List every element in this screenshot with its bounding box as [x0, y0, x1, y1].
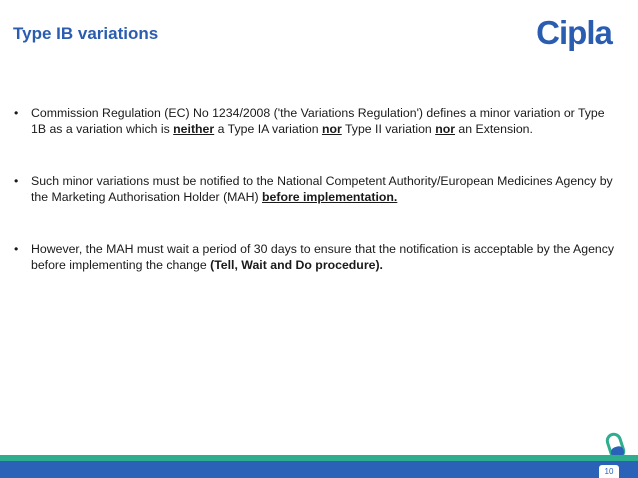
slide-title: Type IB variations — [13, 24, 159, 43]
bullet-1-text: Commission Regulation (EC) No 1234/2008 ('the Variations Regulation') defines a minor variation or Type 1B as a variation which is — [31, 106, 605, 136]
cipla-logo-text: Cipla — [536, 14, 612, 51]
bullet-item-2 — [13, 174, 623, 205]
page-number: 10 — [604, 467, 614, 476]
bullet-list — [13, 106, 623, 273]
footer-stripe-blue — [0, 461, 638, 478]
bullet-1-text-3: Type II variation — [341, 121, 436, 136]
bullet-3-text: However, the MAH must wait a period of 30 days to ensure that the notification is acceptable by the Agency before implementing the change — [31, 242, 615, 272]
bullet-1-text-2: a Type IA variation — [214, 121, 322, 136]
bullet-2-text: Such minor variations must be notified to the National Competent Authority/European Medicines Agency by the Marketing Authorisation Holder (MAH) — [31, 174, 613, 204]
emphasis-nor-2: nor — [435, 121, 455, 136]
cipla-logo — [529, 13, 619, 51]
bullet-1-text-4: an Extension. — [455, 121, 533, 136]
bullet-dot-icon: • — [14, 106, 19, 120]
bullet-dot-icon: • — [14, 242, 19, 256]
emphasis-nor-1: nor — [321, 121, 342, 136]
bullet-dot-icon: • — [14, 174, 19, 188]
bullet-item-1 — [13, 106, 623, 137]
emphasis-before-implementation: before implementation. — [262, 189, 398, 204]
emphasis-tell-wait-do: (Tell, Wait and Do procedure). — [210, 257, 383, 272]
bullet-item-3 — [13, 242, 623, 273]
emphasis-neither: neither — [173, 121, 215, 136]
